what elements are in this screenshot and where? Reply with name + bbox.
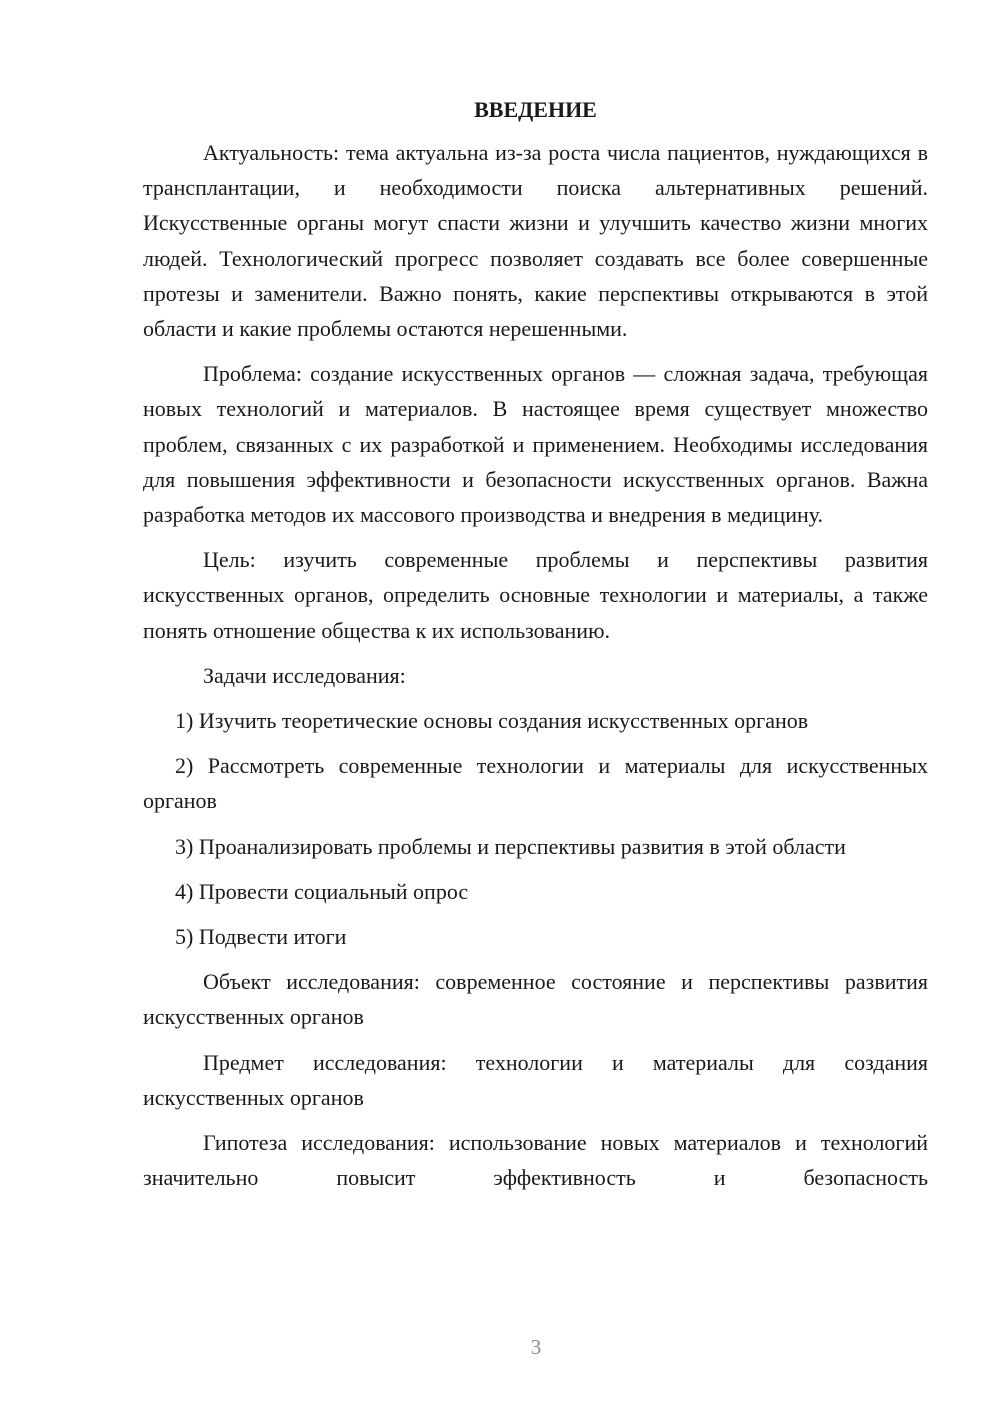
- paragraph-relevance: Актуальность: тема актуальна из-за роста числа пациентов, нуждающихся в трансплантации, и необходимости поиска альтернативных решений. Искусственные органы могут спасти жизни и улучшить качество жизни многих людей. Технологический прогресс позволяет создавать все более совершенные протезы и заменители. Важно понять, какие перспективы открываются в этой области и какие проблемы остаются нерешенными.: [143, 140, 928, 342]
- page-number: 3: [530, 1335, 542, 1359]
- task-item-2: 2) Рассмотреть современные технологии и материалы для искусственных органов: [143, 753, 928, 814]
- paragraph-object: Объект исследования: современное состояние и перспективы развития искусственных органов: [143, 969, 928, 1030]
- document-page: [143, 92, 928, 1205]
- task-item-5: 5) Подвести итоги: [175, 924, 347, 950]
- task-item-4: 4) Провести социальный опрос: [175, 878, 469, 904]
- paragraph-subject: Предмет исследования: технологии и материалы для создания искусственных органов: [143, 1049, 928, 1110]
- paragraph-problem: Проблема: создание искусственных органов — сложная задача, требующая новых технологий и материалов. В настоящее время существует множество проблем, связанных с их разработкой и применением. Необходимы исследования для повышения эффективности и безопасности искусственных органов. Важна разработка методов их массового производства и внедрения в медицину.: [143, 361, 928, 528]
- paragraph-tasks-heading: Задачи исследования:: [203, 662, 406, 688]
- task-item-1: 1) Изучить теоретические основы создания искусственных органов: [175, 708, 809, 734]
- page-title: ВВЕДЕНИЕ: [474, 97, 597, 122]
- task-item-3: 3) Проанализировать проблемы и перспективы развития в этой области: [175, 833, 846, 859]
- paragraph-hypothesis: Гипотеза исследования: использование новых материалов и технологий значительно повысит эффективность и безопасность: [143, 1130, 928, 1191]
- paragraph-goal: Цель: изучить современные проблемы и перспективы развития искусственных органов, определить основные технологии и материалы, а также понять отношение общества к их использованию.: [143, 547, 928, 643]
